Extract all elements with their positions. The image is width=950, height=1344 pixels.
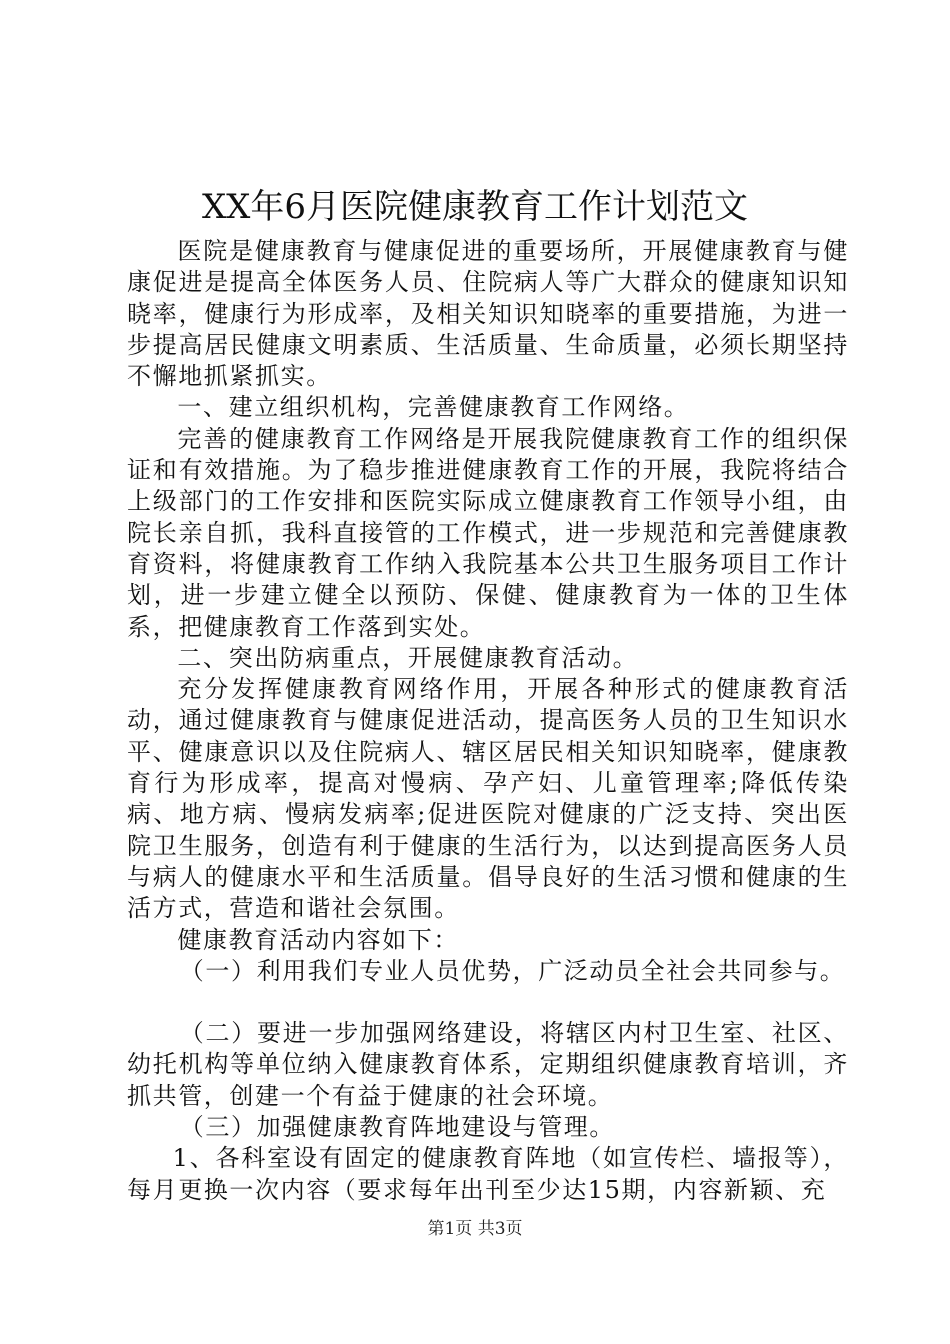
paragraph-network: 完善的健康教育工作网络是开展我院健康教育工作的组织保证和有效措施。为了稳步推进健康教育工作的开展，我院将结合上级部门的工作安排和医院实际成立健康教育工作领导小组，由院长亲自抓，我科直接管的工作模式，进一步规范和完善健康教育资料，将健康教育工作纳入我院基本公共卫生服务项目工作计划，进一步建立健全以预防、保健、健康教育为一体的卫生体系，把健康教育工作落到实处。 bbox=[127, 424, 849, 641]
document-title: XX年6月医院健康教育工作计划范文 bbox=[201, 187, 749, 227]
document-body bbox=[127, 236, 849, 1206]
list-item-1: （一）利用我们专业人员优势，广泛动员全社会共同参与。 bbox=[179, 956, 846, 985]
section-heading-1: 一、建立组织机构，完善健康教育工作网络。 bbox=[177, 393, 690, 422]
list-item-3-1: 1、各科室设有固定的健康教育阵地（如宣传栏、墙报等），每月更换一次内容（要求每年出刊至少达15期，内容新颖、充 bbox=[127, 1144, 849, 1204]
list-item-3: （三）加强健康教育阵地建设与管理。 bbox=[179, 1113, 615, 1142]
paragraph-activities: 充分发挥健康教育网络作用，开展各种形式的健康教育活动，通过健康教育与健康促进活动，提高医务人员的卫生知识水平、健康意识以及住院病人、辖区居民相关知识知晓率，健康教育行为形成率，提高对慢病、孕产妇、儿童管理率;降低传染病、地方病、慢病发病率;促进医院对健康的广泛支持、突出医院卫生服务，创造有利于健康的生活行为，以达到提高医务人员与病人的健康水平和生活质量。倡导良好的生活习惯和健康的生活方式，营造和谐社会氛围。 bbox=[127, 675, 849, 923]
paragraph-content-intro: 健康教育活动内容如下： bbox=[177, 925, 459, 954]
paragraph-intro: 医院是健康教育与健康促进的重要场所，开展健康教育与健康促进是提高全体医务人员、住院病人等广大群众的健康知识知晓率，健康行为形成率，及相关知识知晓率的重要措施，为进一步提高居民健康文明素质、生活质量、生命质量，必须长期坚持不懈地抓紧抓实。 bbox=[127, 237, 849, 391]
section-heading-2: 二、突出防病重点，开展健康教育活动。 bbox=[177, 643, 639, 672]
list-item-2: （二）要进一步加强网络建设，将辖区内村卫生室、社区、幼托机构等单位纳入健康教育体系，定期组织健康教育培训，齐抓共管，创建一个有益于健康的社会环境。 bbox=[127, 1019, 849, 1110]
page-footer: 第1页 共3页 bbox=[427, 1219, 523, 1239]
